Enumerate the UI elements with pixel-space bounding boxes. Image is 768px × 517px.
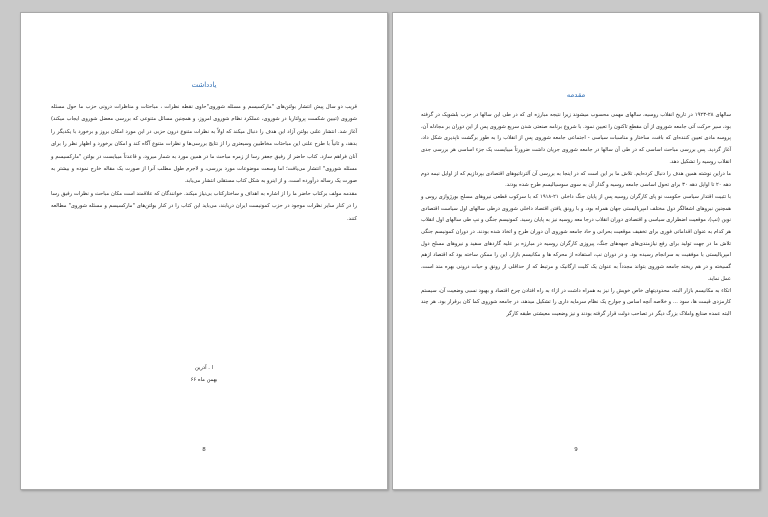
page-title: یادداشت — [191, 81, 217, 89]
page-body — [51, 101, 357, 225]
signature-date: بهمن ماه ۶۶ — [190, 377, 218, 383]
document-page-left — [20, 12, 388, 490]
page-number: 8 — [202, 447, 206, 453]
paragraph: ما دراین نوشته همین هدف را دنبال کرده‌ایم. تلاش ما بر این است که در اینجا به بررسی آن آلترناتیوهای اقتصادی بپردازیم که از اوایل نیمه دوم دهه ۲۰ تا اوایل دهه ۳۰ برای تحول اساسی جامعه روسیه و گذار آن به سوی سوسیالیسم طرح شده بودند. — [421, 170, 731, 189]
page-number: 9 — [574, 447, 578, 453]
paragraph: با تثبیت اقتدار سیاسی حکومت نو پای کارگران روسیه پس از پایان جنگ داخلی ۲۱-۱۹۱۸ که با سرکوب قطعی نیروهای مسلح بورژوازی روس و همچنین نیروهای اشغالگر دول مختلف امپریالیستی جهان همراه بود، و با رونق یافتن اقتصاد داخلی شوروی درطی سالهای اول سیاست اقتصادی نوین (نپ)، موقعیت اضطراری سیاسی و اقتصادی دوران انقلاب درجا معه روسیه نیز به پایان رسید. کمونیسم جنگی و نپ طی سالهای اول انقلاب هر کدام به عنوان اقداماتی فوری برای تخفیف موقعیت بحرانی و حاد جامعه شوروی آن دوران طرح و اتخاذ شده بودند. در دوران کمونیسم جنگی تلاش ما در جهت تولید برای رفع نیازمندی‌های جبهه‌های جنگ، پیروزی کارگران روسیه در مبارزه بر علیه گاردهای سفید و نیروهای مسلح دول امپریالیستی با موفقیت به سرانجام رسیده بود. و در دوران نپ، استفاده از محرکه ها و مکانیسم بازار، این را ممکن ساخته بود که اقتصاد ازهم گسیخته و در هم ریخته جامعه شوروی بتواند مجدداً به عنوان یک کلیت ارگانیک و مرتبط که از حداقلی از رونق و حیات درونی بهره مند است، عمل نماید. — [421, 193, 731, 282]
page-body — [421, 110, 731, 321]
page-title: مقدمه — [566, 91, 586, 99]
paragraph: اتکاء به مکانیسم بازار البته، محدودیتهای خاص خویش را نیز به همراه داشت در ازاء به راه افتادن چرخ اقتصاد و بهبود نسبی وضعیت آن، سیستم کارمزدی قیمت ها، سود ... و خلاصه آنچه اساس و جوارح یک نظام سرمایه داری را تشکیل میدهد، در جامعه شوروی کما کان برقرار بود. هر چند البته عمده صنایع واملاک بزرگ دیگر در تصاحب دولت قرار گرفته بودند و نیز وضعیت معیشتی طبقه کارگر — [421, 287, 731, 317]
document-page-right — [392, 12, 760, 490]
paragraph: قریب دو سال پیش انتشار بولتن‌های "مارکسیسم و مسئله شوروی"حاوی نقطه نظرات ، مباحثات و مناظرات درونی حزب ما حول مسئله شوروی (تبیین شکست پرولتاریا در شوروی، عملکرد نظام شوروی امروز، و همچنین مسائل متنوعی که بررسی معضل شوروی ایجاب میکند) آغاز شد. انتشار علنی بولتن آزاد این هدف را دنبال میکند که اولاً به نظرات متنوع درون حزبی در این مورد امکان بروز و برخورد با یکدیگر را بدهد، و ثانیاً با طرح علنی این مباحثات مخاطبین وسیعتری را از نتایج بررسی‌ها و نظرات متنوع آگاه کند و امکان برخورد و اظهار نظر را برای آنان فراهم سازد. کتاب حاضر از رفیق جعفر رسا از زمره مباحث ما در همین مورد به شمار میرود، و قاعدتاً میبایست در بولتن "مارکسیسم و مسئله شوروی" انتشار می‌یافت؛ اما وسعت موضوعات مورد بررسی، و لاجرم طول مطلب آنرا از صورت یک مقاله خارج نموده و بیشتر به صورت یک رساله درآورده است، و از اینرو به شکل کتاب مستقلی انتشار می‌یابد. — [51, 104, 357, 185]
paragraph: مقدمه مولف برکتاب حاضر ما را از اشاره به اهداف و ساختارکتاب بی‌نیاز میکند. خوانندگان که علاقمند است مکان مباحث و نظرات رفیق رسا را در کنار سایر نظرات موجود در حزب کمونیست ایران دریابند، می‌باید این کتاب را در کنار بولتن‌های "مارکسیسم و مسئله شوروی" مطالعه کنند. — [51, 190, 357, 222]
signature: ا . آذرین — [194, 365, 214, 371]
paragraph: سالهای ۲۸-۱۹۲۳ در تاریخ انقلاب روسیه، سالهای مهمی محسوب میشوند زیرا نتیجه مبارزه ای که در طی این سالها در حزب بلشویک در گرفته بود، سیر حرکت آتی جامعه شوروی از آن مقطع تاکنون را تعیین نمود. با شروع برنامه صنعتی شدن سریع شوروی پس از این دوران بر مجادله آن، پروسه مادی تعیین کننده‌ای که بافت، ساختار و مناسبات سیاسی - اجتماعی جامعه شوروی پس از انقلاب را به طور برگشت ناپذیری شکل داد، آغاز گردید. پس بررسی مباحث اساسی که در طی آن سالها در جامعه شوروی جریان داشت ضرورتاً میبایست یک جزء اساسی هر بررسی جدی انقلاب روسیه را تشکیل دهد. — [421, 112, 731, 165]
